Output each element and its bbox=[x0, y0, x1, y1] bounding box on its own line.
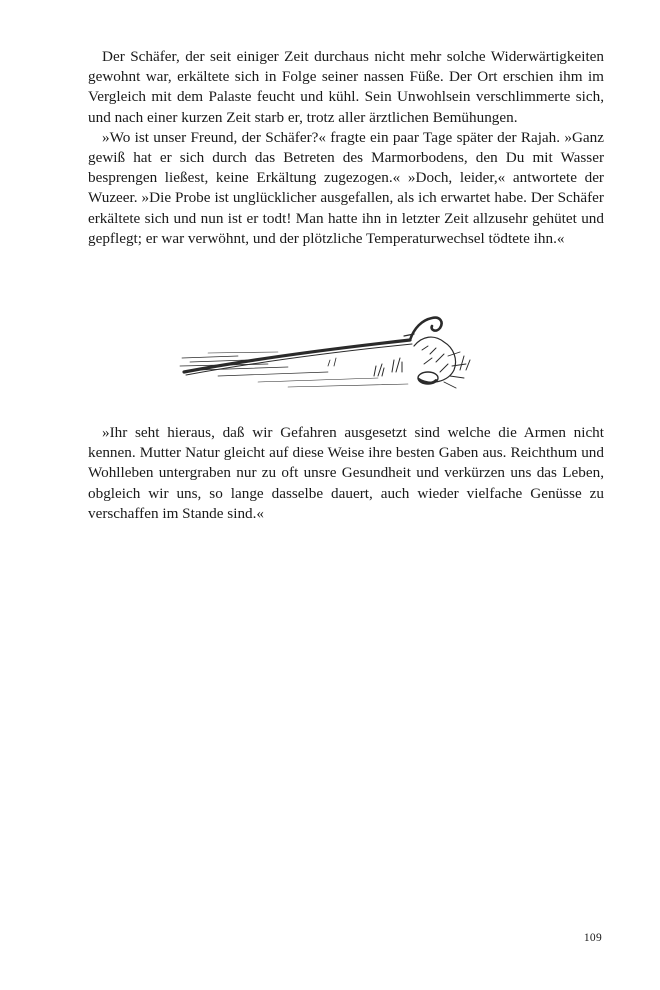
paragraph-moral: »Ihr seht hieraus, daß wir Gefahren ausgesetzt sind welche die Armen nicht kennen. Mutter Natur gleicht auf diese Weise ihre besten Gaben aus. Reichthum und Wohlleben untergraben nur zu oft unsre Gesundheit und verkürzen uns das Leben, obgleich wir uns, so lange dasselbe dauert, auch wieder vielfache Genüsse zu verschaffen im Stande sind.« bbox=[88, 424, 604, 522]
shepherd-crook-vignette bbox=[178, 306, 478, 396]
text-block-top bbox=[88, 47, 604, 249]
page-number: 109 bbox=[583, 932, 602, 944]
paragraph-rajah-question: »Wo ist unser Freund, der Schäfer?« fragte ein paar Tage später der Rajah. »Ganz gewiß hat er sich durch das Betreten des Marmorbodens, den Du mit Wasser besprengen ließest, keine Erkältung zugezogen.« »Doch, leider,« antwortete der Wuzeer. »Die Probe ist unglücklicher ausgefallen, als ich erwartet habe. Der Schäfer erkältete sich und nun ist er todt! Man hatte ihn in letzter Zeit allzusehr gehütet und gepflegt; er war verwöhnt, und der plötzliche Temperaturwechsel tödtete ihn.« bbox=[88, 128, 604, 247]
text-block-bottom bbox=[88, 423, 604, 524]
paragraph-shepherd-illness: Der Schäfer, der seit einiger Zeit durchaus nicht mehr solche Widerwärtigkeiten gewohnt war, erkältete sich in Folge seiner nassen Füße. Der Ort erschien ihm im Vergleich mit dem Palaste feucht und kühl. Sein Unwohlsein verschlimmerte sich, und nach einer kurzen Zeit starb er, trotz aller ärztlichen Bemühungen. bbox=[88, 48, 604, 126]
